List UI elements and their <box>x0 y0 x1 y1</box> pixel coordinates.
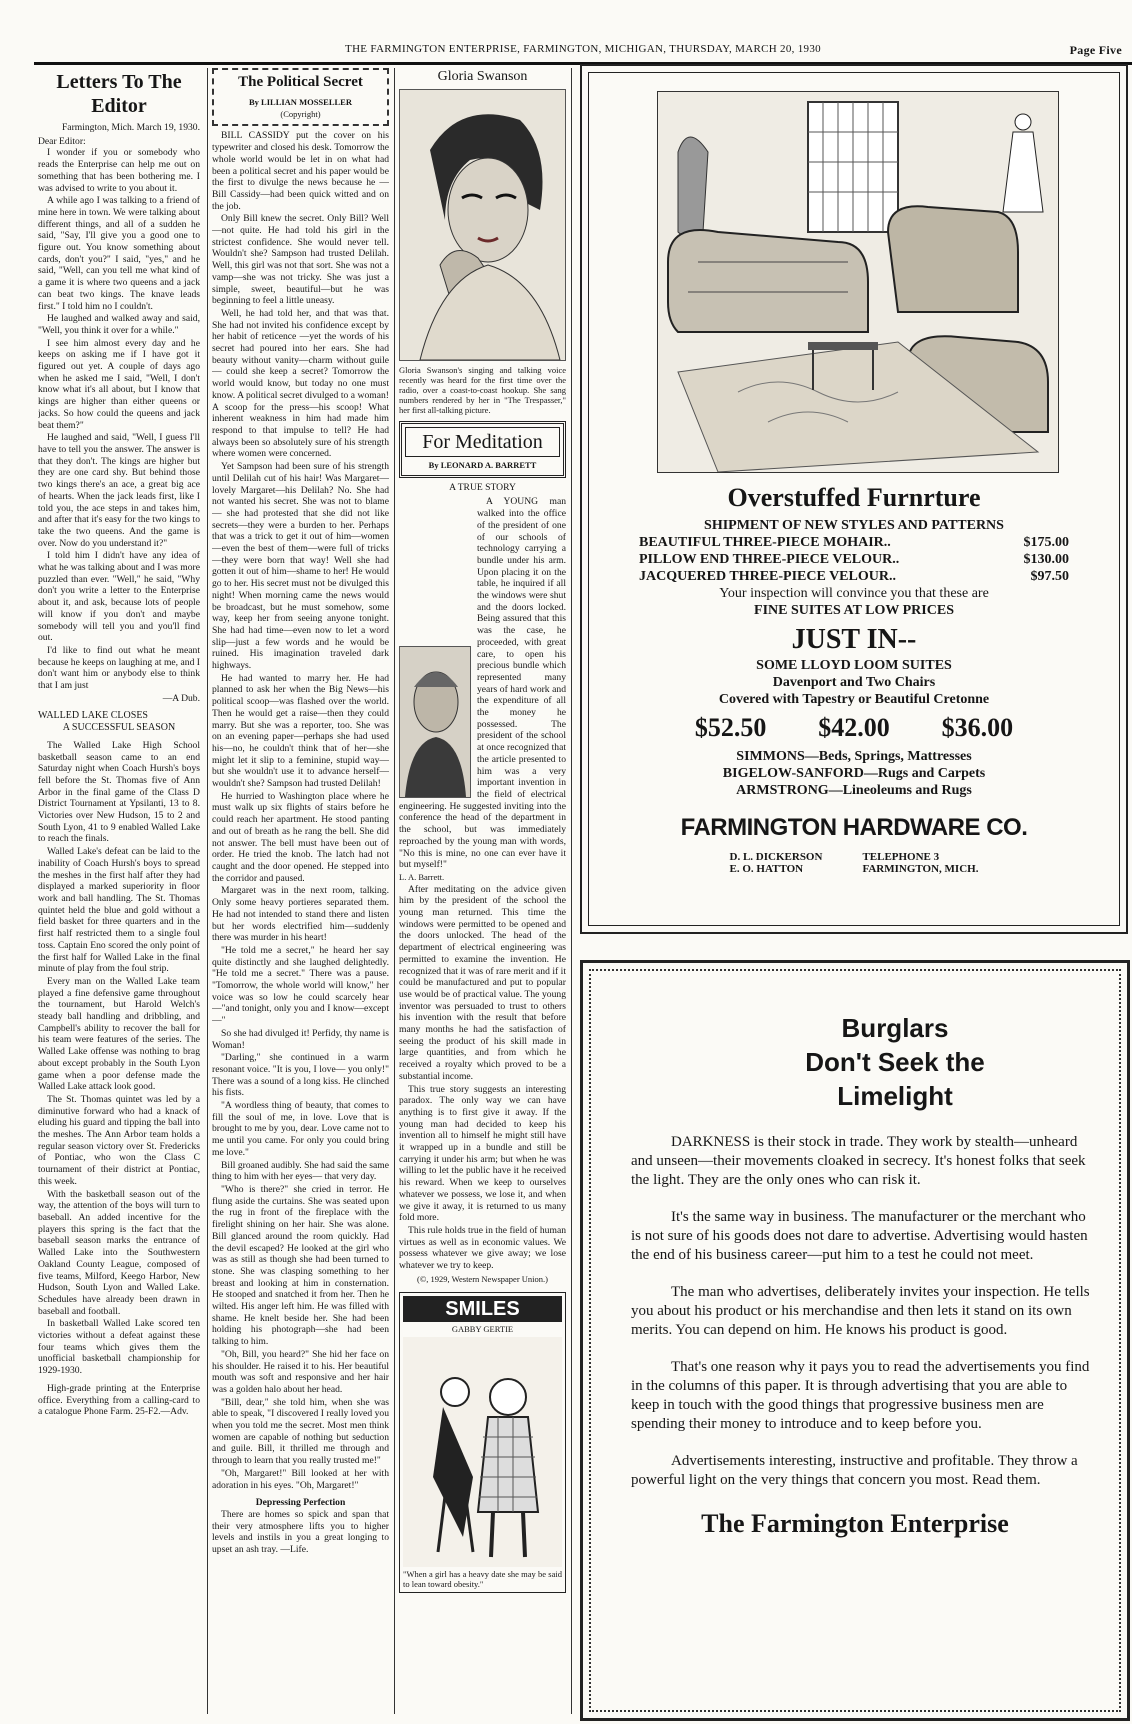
just-in-headline: JUST IN-- <box>791 624 917 655</box>
story-paragraph: Bill groaned audibly. She had said the same thing to him with her eyes— that very day. <box>212 1159 389 1183</box>
story-paragraph: Margaret was in the next room, talking. Only some heavy portieres separated them. He had not intended to stand there and listen but her words electrified him—suddenly there was murder in his heart! <box>212 885 389 944</box>
enterprise-paragraph: Advertisements interesting, instructive and profitable. They throw a powerful light on the very things that concern you most. Read them. <box>631 1453 1078 1488</box>
sports-subheadline: A SUCCESSFUL SEASON <box>62 722 176 734</box>
store-owners <box>730 851 823 875</box>
letters-salutation: Dear Editor: <box>38 135 86 147</box>
armstrong-line: ARMSTRONG—Lineoleums and Rugs <box>736 783 972 798</box>
comic-title: GABBY GERTIE <box>451 1323 514 1334</box>
story-heading: The Political Secret <box>238 74 363 90</box>
story-paragraph: "Darling," she continued in a warm resonant voice. "It is you, I love— you only!" There was a sound of a long kiss. He clinched his fists. <box>212 1052 389 1099</box>
enterprise-paragraph: It's the same way in business. The manufacturer or the merchant who is not sure of his goods does not dare to advertise. Advertising would hasten the end of his business career—put him to a test he could not meet. <box>631 1209 1088 1263</box>
letter-paragraph: I wonder if you or somebody who reads the Enterprise can help me out on something that has been bothering me. I was advised to write to you about it. <box>38 147 200 194</box>
meditation-paragraph: After meditating on the advice given him by the president of the school the young man returned. This time the windows were permitted to be opened and the doors unlocked. The head of the department of electrical engineering was permitted to examine the invention. He recognized that it was of rare merit and if it could be manufactured and put to popular use would be of practical value. The young inventor was persuaded to trust to others his invention with the result that before many months he had the satisfaction of seeing the product of his skill made in large quantities, and from which he received a royalty which proved to be a substantial income. <box>399 883 566 1082</box>
comic-illustration <box>403 1337 562 1567</box>
comic-box <box>399 1292 566 1594</box>
enterprise-paragraph: That's one reason why it pays you to read the advertisements you find in the columns of this paper. It is through advertising that you are able to keep in touch with the good things that progressive business men are spending their money to introduce and to keep before you. <box>631 1359 1090 1432</box>
story-paragraph: "Who is there?" she cried in terror. He flung aside the curtains. She was seated upon the rug in front of the fireplace with the firelight shining on her hair. She was alone. Bill glanced around the room quickly. Had the devil escaped? He looked at the girl who was as still as though she had been turned to stone. She was clasping something to her breast and looking at him in consternation. He stooped and snatched it from her. Then he wilted. His anger left him. He was filled with shame. He knelt beside her. She had been holding his photograph—she had been talking to him. <box>212 1183 389 1348</box>
item-price: $97.50 <box>1030 569 1069 584</box>
portrait-illustration <box>400 90 565 360</box>
sports-paragraph: With the basketball season out of the way, the attention of the boys will turn to baseball. An added incentive for the players this spring is the fact that the baseball season marks the entrance of Walled Lake into the Southwestern Oakland County League, composed of five teams, Milford, Keego Harbor, New Hudson, South Lyon and Walled Lake. Schedules have already been drawn in baseball and football. <box>38 1188 200 1317</box>
enterprise-body <box>591 1133 1119 1490</box>
furniture-advertisement <box>580 64 1128 934</box>
enterprise-paragraph: DARKNESS is their stock in trade. They work by stealth—unheard and unseen—their movements cloaked in secrecy. It's honest folks that seek the light. They are the only ones who can risk it. <box>631 1134 1086 1188</box>
enterprise-signature: The Farmington Enterprise <box>701 1509 1009 1538</box>
photo-heading: Gloria Swanson <box>437 69 528 84</box>
masthead-title: THE FARMINGTON ENTERPRISE, FARMINGTON, MICHIGAN, THURSDAY, MARCH 20, 1930 <box>345 43 821 55</box>
letters-dateline: Farmington, Mich. March 19, 1930. <box>61 122 200 133</box>
story-paragraph: "Oh, Bill, you heard?" She hid her face on his shoulder. He raised it to his. Her beautiful mouth was soft and responsive and her hair was a golden halo about her head. <box>212 1348 389 1395</box>
letters-heading: Letters To The Editor <box>56 71 182 117</box>
story-paragraph: "He told me a secret," he heard her say quite distinctly and she laughed delightedly. "He told me a secret." There was a pause. "Tomorrow, the whole world will know," her voice was so low he could scarcely hear—"and tonight, only you and I know—except—" <box>212 944 389 1027</box>
letter-paragraph: A while ago I was talking to a friend of mine here in town. We were talking about different things, and all of a sudden he said, "Say, I'll give you a good one to figure out. You know something about cards, don't you?" I said, "yes," and he said, "Well, can you tell me what kind of a game it is where two queens and a jack can beat two kings. The knave leads first." I told him no I couldn't. <box>38 195 200 312</box>
lloyd-line: SOME LLOYD LOOM SUITES <box>756 658 952 673</box>
page-number: Page Five <box>1069 43 1122 57</box>
item-price: $175.00 <box>1023 535 1069 550</box>
item-price: $130.00 <box>1023 552 1069 567</box>
letter-paragraph: I'd like to find out what he meant because he keeps on laughing at me, and I don't want him or anybody else to think that I am just <box>38 644 200 692</box>
letter-paragraph: He laughed and said, "Well, I guess I'll have to tell you the answer. The answer is that they don't. The kings are higher but they are one card shy. But behind those two kings there's an ace, a great big ace of hearts. When the jack leads first, like I told you, the ace steps in and takes him, and after that it's easy for the two kings to take the two queens. And the game is over. Now do you understand it?" <box>38 432 200 549</box>
meditation-credit: (©, 1929, Western Newspaper Union.) <box>417 1273 548 1284</box>
davenport-line: Davenport and Two Chairs <box>772 675 936 690</box>
store-telephone: TELEPHONE 3 <box>862 851 940 863</box>
column-letters <box>38 68 200 1716</box>
smiles-banner: SMILES <box>403 1296 562 1322</box>
meditation-subheading: A TRUE STORY <box>449 481 516 493</box>
item-label: BEAUTIFUL THREE-PIECE MOHAIR.. <box>639 535 891 550</box>
sports-paragraph: Every man on the Walled Lake team played a fine defensive game throughout the tournament, but Harold Welch's steady ball handling and dribbling, and Campbell's ability to recover the ball for his team were features of the series. The Walled Lake offense was nothing to brag about except probably in the South Lyon game when a poor defense made the Walled Lake attack look good. <box>38 975 200 1093</box>
suite-price: $36.00 <box>941 713 1014 742</box>
store-name: FARMINGTON HARDWARE CO. <box>680 814 1028 841</box>
letter-paragraph: I see him almost every day and he keeps on asking me if I have got it figured out yet. A couple of days ago when he asked me I said, "Well, I don't know what it's all about, but I know that kings are higher than either queens or jacks. So how could the queens and jack beat them?" <box>38 337 200 431</box>
letter-paragraph: I told him I didn't have any idea of what he was talking about and I was more puzzled than ever. "Well," he said, "Why don't you write a letter to the Enterprise about it, and ask, because lots of people will know if you don't and maybe somebody will tell you and you'll find out. <box>38 550 200 644</box>
shipment-line: SHIPMENT OF NEW STYLES AND PATTERNS <box>704 518 1004 533</box>
masthead <box>34 40 1132 65</box>
photo-caption: Gloria Swanson's singing and talking voice recently was heard for the first time over the radio, over a coast-to-coast hookup. She sang numbers rendered by her in "The Trespasser," her first all-talking picture. <box>399 365 566 415</box>
meditation-heading: For Meditation <box>405 427 560 457</box>
store-contact <box>589 851 1119 875</box>
meditation-paragraph: A YOUNG man walked into the office of the president of one of our schools of technology carrying a bundle under his arm. Upon placing it on the table, he inquired if all the windows were shut and the doors locked. Being assured that this was the case, he proceeded, with great care, to open his precious bundle which represented many years of hard work and the expenditure of all the money he possessed. The president of the school at once recognized that the article presented to him was a very important invention in the field of electrical engineering. He suggested inviting into the conference the head of the department in the school, but was immediately reproached by the young man with words, "No this is mine, no one can ever have it but myself!" <box>399 496 566 871</box>
story-paragraph: He hurried to Washington place where he must walk up six flights of stairs before he could reach her apartment. He stood panting and out of breath as he rang the bell. She did not answer. The bell must have been out of order. He tried the knob. The latch had not caught and the door opened. He stepped into the corridor and paused. <box>212 790 389 884</box>
simmons-line: SIMMONS—Beds, Springs, Mattresses <box>736 749 972 764</box>
burglars-headline-3: Limelight <box>837 1081 953 1111</box>
price-row <box>639 551 1069 568</box>
story-paragraph: Only Bill knew the secret. Only Bill? Well—not quite. He had told his girl in the strictest confidence. She would never tell. Wouldn't she? Sampson had trusted Delilah. Well, this girl was not that sort. She was not a vamp—she was not tricky. She was just a simple, sweet, beautiful—but he was beginning to feel a little uneasy. <box>212 213 389 307</box>
barrett-portrait <box>400 647 470 797</box>
sports-paragraph: The Walled Lake High School basketball season came to an end Saturday night when Coach Hursh's boys fell before the St. Thomas five of Ann Arbor in the final game of the Class D District Tournament at Ypsilanti, 13 to 8. Victories over New Hudson, 15 to 2 and South Lyon, 41 to 9 enabled Walled Lake to reach the finals. <box>38 739 200 845</box>
filler-text: There are homes so spick and span that their very atmosphere lifts you to higher levels and instils in you a great longing to upset an ash tray. —Life. <box>212 1508 389 1556</box>
item-label: JACQUERED THREE-PIECE VELOUR.. <box>639 569 896 584</box>
burglars-headline-2: Don't Seek the <box>805 1047 985 1077</box>
furniture-headline: Overstuffed Furnrture <box>727 483 981 512</box>
meditation-paragraph: This true story suggests an interesting paradox. The only way we can have anything is to first give it away. If the young man had decided to keep his invention all to himself he might still have it wrapped up in a bundle and still be carrying it under his arm; but when he was willing to let the public have it he received his reward. When we keep to ourselves whatever we possess, we lose it, and when we give it away, it is returned to us many fold more. <box>399 1083 566 1224</box>
story-paragraph: Yet Sampson had been sure of his strength until Delilah cut of his hair! Was Margaret—lovely Margaret—his Delilah? No. She had not wanted his secret. She was not to blame— she had protested that she did not like secrets—they were a burden to her. Perhaps that was a trick to get it out of him—women—even the best of them—were full of tricks—they were born that way! Well she had gotten it out of him—shame to her! He would go to her. His secret must not be divulged this night! When morning came the news would be broadcast, but he must somehow, some way, keep her from seeing anyone tonight. She had had time—even now to let a word slip—just a few words and he would be ruined. His imagination traveled dark highways. <box>212 461 389 672</box>
barrett-caption: L. A. Barrett. <box>399 871 445 882</box>
price-row <box>639 568 1069 585</box>
enterprise-paragraph: The man who advertises, deliberately invites your inspection. He tells you about his product or his merchandise and then lets it stand on its own merits. You can depend on him. He knows his product is good. <box>631 1284 1090 1338</box>
sports-headline: WALLED LAKE CLOSES <box>38 710 148 722</box>
story-paragraph: "Oh, Margaret!" Bill looked at her with adoration in his eyes. "Oh, Margaret!" <box>212 1467 389 1491</box>
story-copyright: (Copyright) <box>280 108 321 119</box>
printing-ad: High-grade printing at the Enterprise office. Everything from a calling-card to a catalogue Phone Farm. 25-F2.—Adv. <box>38 1382 200 1418</box>
story-paragraph: He had wanted to marry her. He had planned to ask her when the Big News—his political scoop—was flashed over the world. Then he would get a raise—then they could marry. But she was a reporter, too. She was on an evening paper—perhaps she had used his—no, he couldn't think that of her—she might let it slip to a feminine, stupid way—but she wouldn't use it to advance herself—wouldn't she? Sampson had trusted Delilah! <box>212 672 389 790</box>
owner-name: E. O. HATTON <box>729 863 804 875</box>
living-room-illustration <box>657 91 1059 473</box>
comic-caption: "When a girl has a heavy date she may be said to lean toward obesity." <box>403 1569 562 1590</box>
filler-heading: Depressing Perfection <box>255 1497 346 1509</box>
bigelow-line: BIGELOW-SANFORD—Rugs and Carpets <box>722 766 986 781</box>
story-paragraph: "A wordless thing of beauty, that comes to fill the soul of me, in love. Love that is brought to me by you, dear. Love came not to me until you came. For only you could bring me love." <box>212 1100 389 1158</box>
ad-border <box>588 72 1120 926</box>
meditation-byline: By LEONARD A. BARRETT <box>428 460 537 470</box>
column-political-secret <box>212 68 389 1716</box>
inspection-line: Your inspection will convince you that these are <box>719 586 989 601</box>
story-title-box <box>212 68 389 126</box>
story-paragraph: "Bill, dear," she told him, when she was able to speak, "I discovered I really loved you when you told me the secret. Most men think women are capable of nothing but seduction and guile. Bill, it thrilled me through and through to learn that you really trusted me!" <box>212 1396 389 1467</box>
suite-price: $52.50 <box>694 713 767 742</box>
ad-border <box>589 969 1121 1712</box>
swanson-photo <box>399 89 566 361</box>
store-city: FARMINGTON, MICH. <box>862 863 979 875</box>
column-rule <box>394 68 395 1714</box>
price-list <box>589 534 1119 585</box>
meditation-title-box <box>399 421 566 478</box>
covered-line: Covered with Tapestry or Beautiful Cretonne <box>718 692 990 707</box>
column-features <box>399 68 566 1716</box>
story-paragraph: BILL CASSIDY put the cover on his typewriter and closed his desk. Tomorrow the whole world would be let in on what had been a political secret and his paper would be the first to divulge the news because he —Bill Cassidy—had been quick witted and on the job. <box>212 130 389 212</box>
price-row <box>639 534 1069 551</box>
store-phone-city <box>862 851 978 875</box>
enterprise-advertisement <box>580 960 1130 1721</box>
barrett-photo <box>399 646 471 798</box>
item-label: PILLOW END THREE-PIECE VELOUR.. <box>639 552 900 567</box>
story-byline: By LILLIAN MOSSELLER <box>249 97 352 107</box>
meditation-paragraph: This rule holds true in the field of human virtues as well as in economic values. We possess whatever we give away; we lose whatever we try to keep. <box>399 1225 566 1272</box>
furniture-drawing <box>658 92 1058 472</box>
sports-paragraph: The St. Thomas quintet was led by a diminutive forward who had a knack of eluding his guard and tipping the ball into the meshes. The Ann Arbor team holds a regular season victory over St. Fredericks of Pontiac, who won the Class C tournament of their district at Pontiac, this week. <box>38 1093 200 1187</box>
comic-drawing <box>403 1337 561 1567</box>
suite-price: $42.00 <box>818 713 890 742</box>
fine-suites-line: FINE SUITES AT LOW PRICES <box>754 603 954 618</box>
letter-paragraph: He laughed and walked away and said, "Well, you think it over for a while." <box>38 313 200 336</box>
owner-name: D. L. DICKERSON <box>729 851 823 863</box>
suite-prices <box>589 708 1119 748</box>
sports-paragraph: In basketball Walled Lake scored ten victories without a defeat against these four teams which gives them the unofficial basketball championship for 1929-1930. <box>38 1318 200 1377</box>
furniture-copy <box>589 483 1119 875</box>
story-paragraph: So she had divulged it! Perfidy, thy name is Woman! <box>212 1027 389 1051</box>
story-paragraph: Well, he had told her, and that was that. She had not invited his confidence except by her habit of reticence —yet the words of his secret had poured into her ears. She had beauty without vanity—charm without guile— could she keep a secret? Tomorrow the world would know, but today no one must know. A political secret divulged to a woman! A scoop for the press—his scoop! What inherent weakness in him had made him respond to that impulse to tell? He had always been so absolutely sure of his strength where women were concerned. <box>212 307 389 460</box>
letter-signature: —A Dub. <box>162 692 200 704</box>
sports-paragraph: Walled Lake's defeat can be laid to the inability of Coach Hursh's boys to spread the meshes in the first half after they had displayed a marked superiority in floor work and ball handling. The St. Thomas quintet held the blue and gold without a field basket for three quarters and in the first half restricted them to a single foul toss. Captain Eno scored the only point of the first half for Walled Lake in the final minute of play from the foul strip. <box>38 846 200 975</box>
enterprise-copy <box>591 1011 1119 1540</box>
column-rule <box>571 68 572 1714</box>
column-rule <box>207 68 208 1714</box>
burglars-headline: Burglars <box>841 1013 949 1043</box>
